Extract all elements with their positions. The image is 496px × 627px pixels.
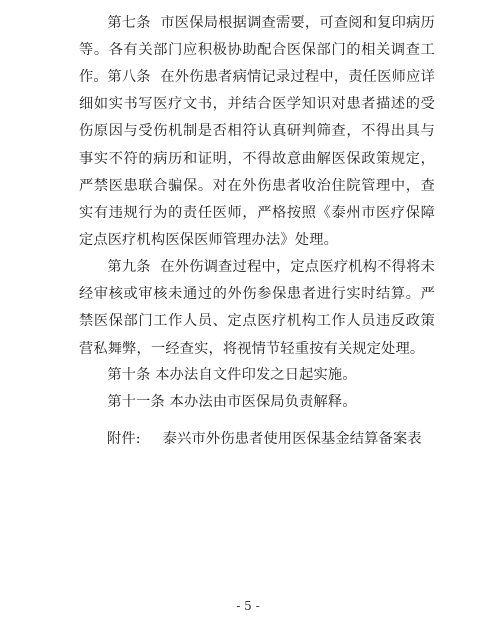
article-11-text: 本办法由市医保局负责解释。 — [169, 394, 357, 410]
attachment-line — [107, 426, 422, 453]
page-number: - 5 - — [236, 599, 260, 613]
article-8-text: 在外伤患者病情记录过程中，责任医师应详细如实书写医疗文书，并结合医学知识对患者描述的受伤原因与受伤机制是否相符认真研判筛查，不得出具与事实不符的病历和证明，不得故意曲解医保政策规定，严禁医患联合骗保。对在外伤患者收治住院管理中，查实有违规行为的责任医师，严格按照《泰州市医疗保障定点医疗机构医保医师管理办法》处理。 — [79, 69, 435, 249]
article-8-heading: 第八条 — [107, 69, 151, 85]
article-9-text: 在外伤调查过程中，定点医疗机构不得将未经审核或审核未通过的外伤参保患者进行实时结算。严禁医保部门工作人员、定点医疗机构工作人员违反政策营私舞弊，一经查实，将视情节轻重按有关规定处理。 — [79, 259, 435, 357]
attachment-title: 泰兴市外伤患者使用医保基金结算备案表 — [162, 431, 422, 447]
article-11-heading: 第十一条 — [107, 394, 165, 410]
article-7-heading: 第七条 — [107, 15, 151, 31]
article-10-heading: 第十条 — [107, 367, 151, 383]
article-11-paragraph — [79, 389, 435, 416]
article-9-heading: 第九条 — [107, 259, 151, 275]
article-9-paragraph — [79, 254, 435, 363]
article-10-paragraph — [79, 362, 435, 389]
attachment-label: 附件: — [107, 431, 141, 447]
article-7-text: 市医保局根据调查需要，可查阅和复印病历等。各有关部门应积极协助配合医保部门的相关调查工作。 — [79, 15, 435, 86]
article-10-text: 本办法自文件印发之日起实施。 — [155, 367, 357, 383]
article-8-paragraph — [79, 64, 435, 254]
